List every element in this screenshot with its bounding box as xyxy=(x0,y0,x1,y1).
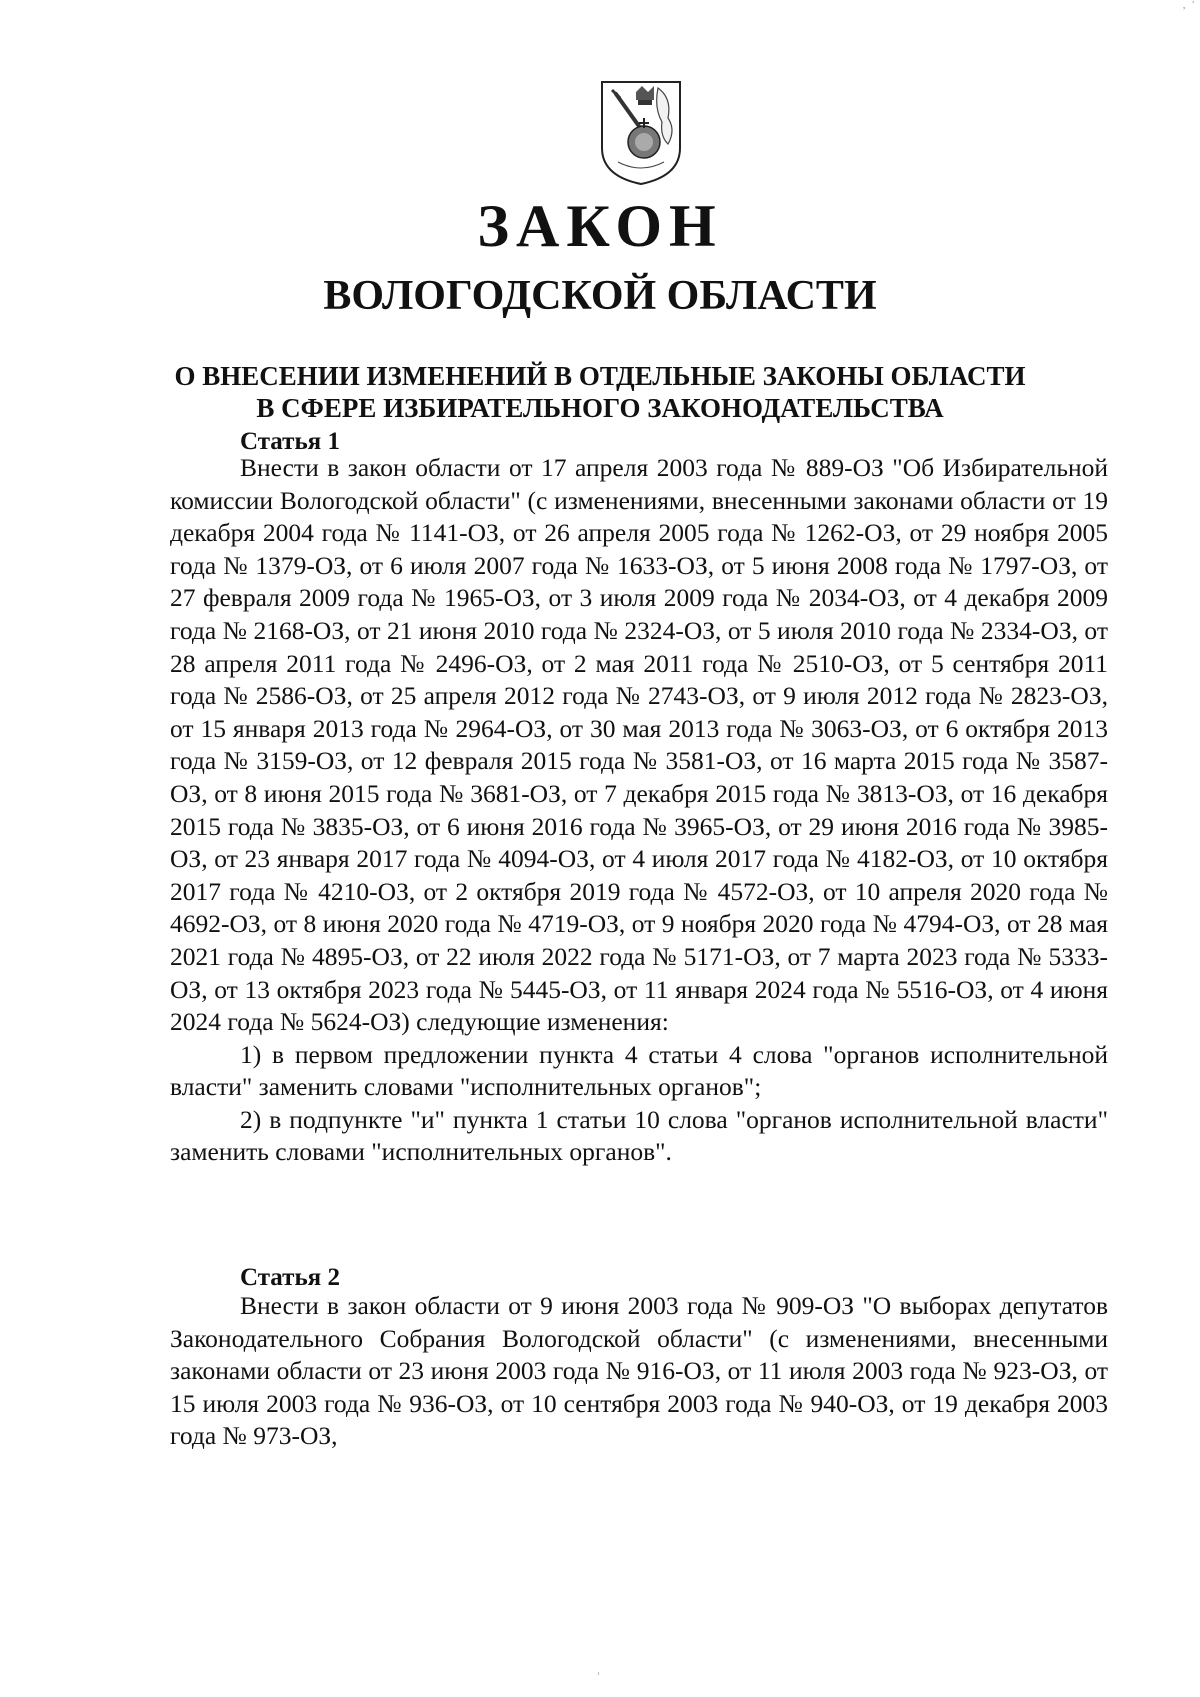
document-subject xyxy=(120,360,1080,424)
article-2-body xyxy=(170,1290,1108,1453)
article-1-item-1: 1) в первом предложении пункта 4 статьи 4 слова "органов исполнительной власти" заменить словами "исполнительных органов"; xyxy=(170,1039,1108,1102)
document-title: ЗАКОН xyxy=(477,193,723,259)
article-2-heading: Статья 2 xyxy=(240,1264,340,1291)
article-1-intro: Внести в закон области от 17 апреля 2003 года № 889-ОЗ "Об Избирательной комиссии Вологодской области" (с изменениями, внесенными законами области от 19 декабря 2004 года № 1141-ОЗ, от 26 апреля 2005 года № 1262-ОЗ, от 29 ноября 2005 года № 1379-ОЗ, от 6 июля 2007 года № 1633-ОЗ, от 5 июня 2008 года № 1797-ОЗ, от 27 февраля 2009 года № 1965-ОЗ, от 3 июля 2009 года № 2034-ОЗ, от 4 декабря 2009 года № 2168-ОЗ, от 21 июня 2010 года № 2324-ОЗ, от 5 июля 2010 года № 2334-ОЗ, от 28 апреля 2011 года № 2496-ОЗ, от 2 мая 2011 года № 2510-ОЗ, от 5 сентября 2011 года № 2586-ОЗ, от 25 апреля 2012 года № 2743-ОЗ, от 9 июля 2012 года № 2823-ОЗ, от 15 января 2013 года № 2964-ОЗ, от 30 мая 2013 года № 3063-ОЗ, от 6 октября 2013 года № 3159-ОЗ, от 12 февраля 2015 года № 3581-ОЗ, от 16 марта 2015 года № 3587-ОЗ, от 8 июня 2015 года № 3681-ОЗ, от 7 декабря 2015 года № 3813-ОЗ, от 16 декабря 2015 года № 3835-ОЗ, от 6 июня 2016 года № 3965-ОЗ, от 29 июня 2016 года № 3985-ОЗ, от 23 января 2017 года № 4094-ОЗ, от 4 июля 2017 года № 4182-ОЗ, от 10 октября 2017 года № 4210-ОЗ, от 2 октября 2019 года № 4572-ОЗ, от 10 апреля 2020 года № 4692-ОЗ, от 8 июня 2020 года № 4719-ОЗ, от 9 ноября 2020 года № 4794-ОЗ, от 28 мая 2021 года № 4895-ОЗ, от 22 июля 2022 года № 5171-ОЗ, от 7 марта 2023 года № 5333-ОЗ, от 13 октября 2023 года № 5445-ОЗ, от 11 января 2024 года № 5516-ОЗ, от 4 июня 2024 года № 5624-ОЗ) следующие изменения: xyxy=(170,453,1108,1037)
article-2-intro: Внести в закон области от 9 июня 2003 года № 909-ОЗ "О выборах депутатов Законодательного Собрания Вологодской области" (с изменениями, внесенными законами области от 23 июня 2003 года № 916-ОЗ, от 11 июля 2003 года № 923-ОЗ, от 15 июля 2003 года № 936-ОЗ, от 10 сентября 2003 года № 940-ОЗ, от 19 декабря 2003 года № 973-ОЗ, xyxy=(170,1291,1108,1451)
subject-line-1: О ВНЕСЕНИИ ИЗМЕНЕНИЙ В ОТДЕЛЬНЫЕ ЗАКОНЫ ОБЛАСТИ xyxy=(174,361,1026,391)
subject-line-2: В СФЕРЕ ИЗБИРАТЕЛЬНОГО ЗАКОНОДАТЕЛЬСТВА xyxy=(256,393,944,423)
article-1-body xyxy=(170,452,1108,1169)
article-1-heading: Статья 1 xyxy=(240,428,340,455)
coat-of-arms-emblem xyxy=(598,78,684,188)
scan-corner-mark: ‚ ' xyxy=(1182,0,1196,11)
article-1-item-2: 2) в подпункте "и" пункта 1 статьи 10 слова "органов исполнительной власти" заменить словами "исполнительных органов". xyxy=(170,1104,1108,1167)
scan-artifact xyxy=(598,1672,599,1675)
document-region: ВОЛОГОДСКОЙ ОБЛАСТИ xyxy=(323,273,877,319)
